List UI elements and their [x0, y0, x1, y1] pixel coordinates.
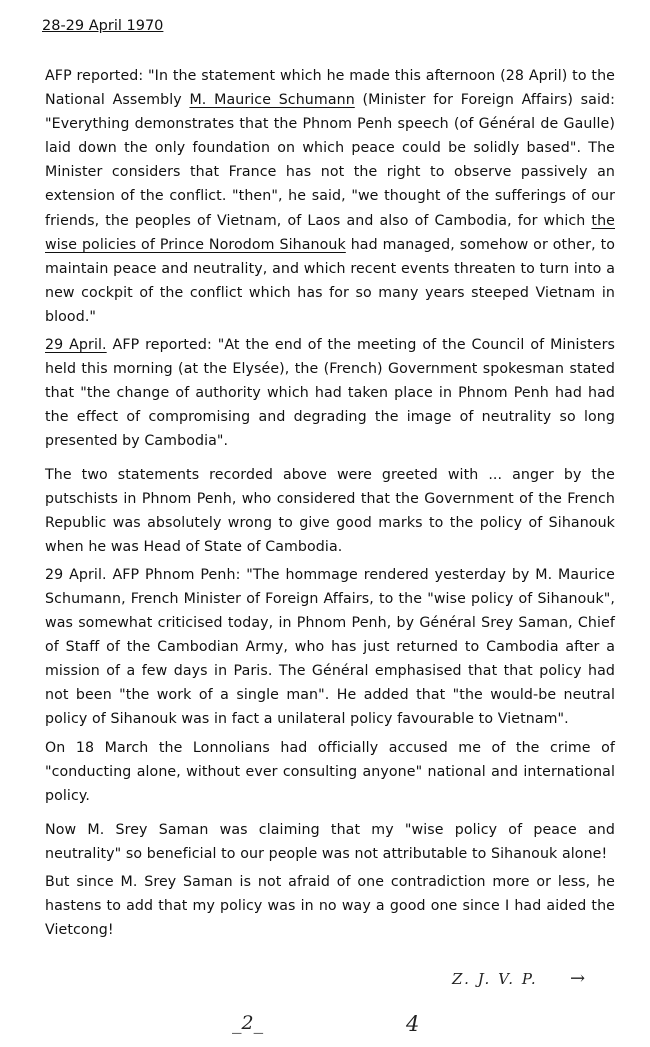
handwritten-initials: Z. J. V. P.: [452, 970, 538, 988]
arrow-icon: →: [570, 968, 586, 989]
paragraph-contradiction: Now M. Srey Saman was claiming that my "wise policy of peace and neutrality" so beneficial to our people was not attributable to Sihanouk alone!: [45, 821, 615, 862]
folio-mark: 4: [406, 1012, 420, 1036]
underlined-wise-policies: the wise policies of Prince Norodom Sihanouk: [45, 212, 615, 253]
paragraph-putschists-reaction: The two statements recorded above were greeted with ... anger by the putschists in Phnom Penh, who considered that the Government of the French Republic was absolutely wrong to give good marks to the policy of Sihanouk when he was Head of State of Cambodia.: [45, 466, 615, 555]
date-heading: 28-29 April 1970: [42, 18, 164, 34]
paragraph-schumann-statement: AFP reported: "In the statement which he made this afternoon (28 April) to the National Assembly M. Maurice Schumann (Minister for Foreign Affairs) said: "Everything demonstrates that the Phnom Penh speech (of Général de Gaulle) laid down the only foundation on which peace could be solidly based". The Minister considers that France has not the right to observe passively an extension of the conflict. "then", he said, "we thought of the sufferings of our friends, the peoples of Vietnam, of Laos and also of Cambodia, for which the wise policies of Prince Norodom Sihanouk had managed, somehow or other, to maintain peace and neutrality, and which recent events threaten to turn into a new cockpit of the conflict which has for so many years steeped Vietnam in blood.": [45, 68, 616, 325]
page-number: _2_: [232, 1012, 264, 1034]
paragraph-council-of-ministers: 29 April. AFP reported: "At the end of the meeting of the Council of Ministers held this morning (at the Elysée), the (French) Government spokesman stated that "the change of authority which had taken place in Phnom Penh had had the effect of compromising and degrading the image of neutrality so long presented by Cambodia".: [45, 337, 616, 450]
paragraph-vietcong: But since M. Srey Saman is not afraid of one contradiction more or less, he hastens to add that my policy was in no way a good one since I had aided the Vietcong!: [45, 874, 615, 939]
document-body: [45, 64, 615, 942]
paragraph-srey-saman-criticism: 29 April. AFP Phnom Penh: "The hommage rendered yesterday by M. Maurice Schumann, French Minister of Foreign Affairs, to the "wise policy of Sihanouk", was somewhat criticised today, in Phnom Penh, by Général Srey Saman, Chief of Staff of the Cambodian Army, who has just returned to Cambodia after a mission of a few days in Paris. The Général emphasised that that policy had not been "the work of a single man". He added that "the would-be neutral policy of Sihanouk was in fact a unilateral policy favourable to Vietnam".: [45, 566, 615, 728]
paragraph-lonnolian-accusation: On 18 March the Lonnolians had officially accused me of the crime of "conducting alone, without ever consulting anyone" national and international policy.: [45, 739, 615, 804]
underlined-date-29-april: 29 April.: [45, 337, 107, 354]
underlined-schumann: M. Maurice Schumann: [189, 92, 355, 109]
